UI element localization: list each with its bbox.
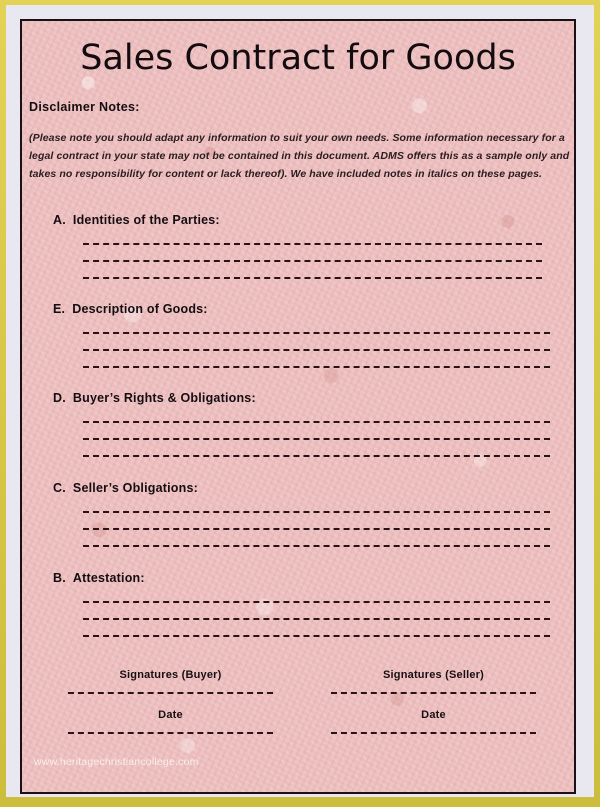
section-buyers-rights-and-obligations <box>22 391 574 457</box>
fill-in-line[interactable] <box>83 601 550 603</box>
section-letter: D. <box>53 391 66 405</box>
seller-signature-caption: Signatures (Seller) <box>383 669 484 681</box>
fill-in-lines <box>83 601 550 637</box>
fill-in-lines <box>83 511 550 547</box>
section-heading <box>53 571 574 585</box>
buyer-signature-caption: Signatures (Buyer) <box>119 669 222 681</box>
buyer-date-label: Date <box>158 709 183 721</box>
section-label: Seller’s Obligations: <box>72 481 198 495</box>
disclaimer-line: legal contract in your state may not be contained in this document. ADMS offers this as a sample only and <box>29 150 570 162</box>
section-heading <box>53 481 574 495</box>
disclaimer-heading: Disclaimer Notes: <box>29 100 140 114</box>
fill-in-line[interactable] <box>83 349 550 351</box>
section-heading <box>53 213 574 227</box>
fill-in-line[interactable] <box>83 332 550 334</box>
section-identities-of-the-parties <box>22 213 574 279</box>
section-label: Buyer’s Rights & Obligations: <box>72 391 256 405</box>
fill-in-line[interactable] <box>83 243 542 245</box>
buyer-signature-line[interactable] <box>68 692 273 694</box>
fill-in-line[interactable] <box>83 528 550 530</box>
site-watermark: www.heritagechristiancollege.com <box>34 756 199 768</box>
section-sellers-obligations <box>22 481 574 547</box>
fill-in-line[interactable] <box>83 618 550 620</box>
section-label: Attestation: <box>72 571 145 585</box>
fill-in-line[interactable] <box>83 455 550 457</box>
section-attestation <box>22 571 574 637</box>
section-label: Identities of the Parties: <box>72 213 220 227</box>
fill-in-line[interactable] <box>83 438 550 440</box>
section-label: Description of Goods: <box>72 302 208 316</box>
section-letter: A. <box>53 213 66 227</box>
signature-block <box>22 669 574 734</box>
fill-in-line[interactable] <box>83 421 550 423</box>
fill-in-lines <box>83 421 550 457</box>
buyer-signature-column <box>68 669 273 734</box>
section-heading <box>53 391 574 405</box>
fill-in-lines <box>83 243 542 279</box>
fill-in-line[interactable] <box>83 545 550 547</box>
fill-in-lines <box>83 332 550 368</box>
seller-date-label: Date <box>421 709 446 721</box>
seller-date-line[interactable] <box>331 732 536 734</box>
section-letter: B. <box>53 571 66 585</box>
fill-in-line[interactable] <box>83 635 550 637</box>
fill-in-line[interactable] <box>83 366 550 368</box>
page-title: Sales Contract for Goods <box>80 38 516 78</box>
buyer-date-line[interactable] <box>68 732 273 734</box>
fill-in-line[interactable] <box>83 511 550 513</box>
section-heading <box>53 302 574 316</box>
fill-in-line[interactable] <box>83 260 542 262</box>
seller-signature-line[interactable] <box>331 692 536 694</box>
fill-in-line[interactable] <box>83 277 542 279</box>
section-letter: C. <box>53 481 66 495</box>
parchment-paper <box>22 21 574 792</box>
section-letter: E. <box>53 302 66 316</box>
disclaimer-line: (Please note you should adapt any information to suit your own needs. Some information necessary for a <box>29 132 565 144</box>
signature-caption-row <box>22 669 574 734</box>
seller-signature-column <box>331 669 536 734</box>
section-description-of-goods <box>22 302 574 368</box>
disclaimer-line: takes no responsibility for content or lack thereof). We have included notes in italics on these pages. <box>29 168 543 180</box>
disclaimer-body <box>29 129 570 183</box>
